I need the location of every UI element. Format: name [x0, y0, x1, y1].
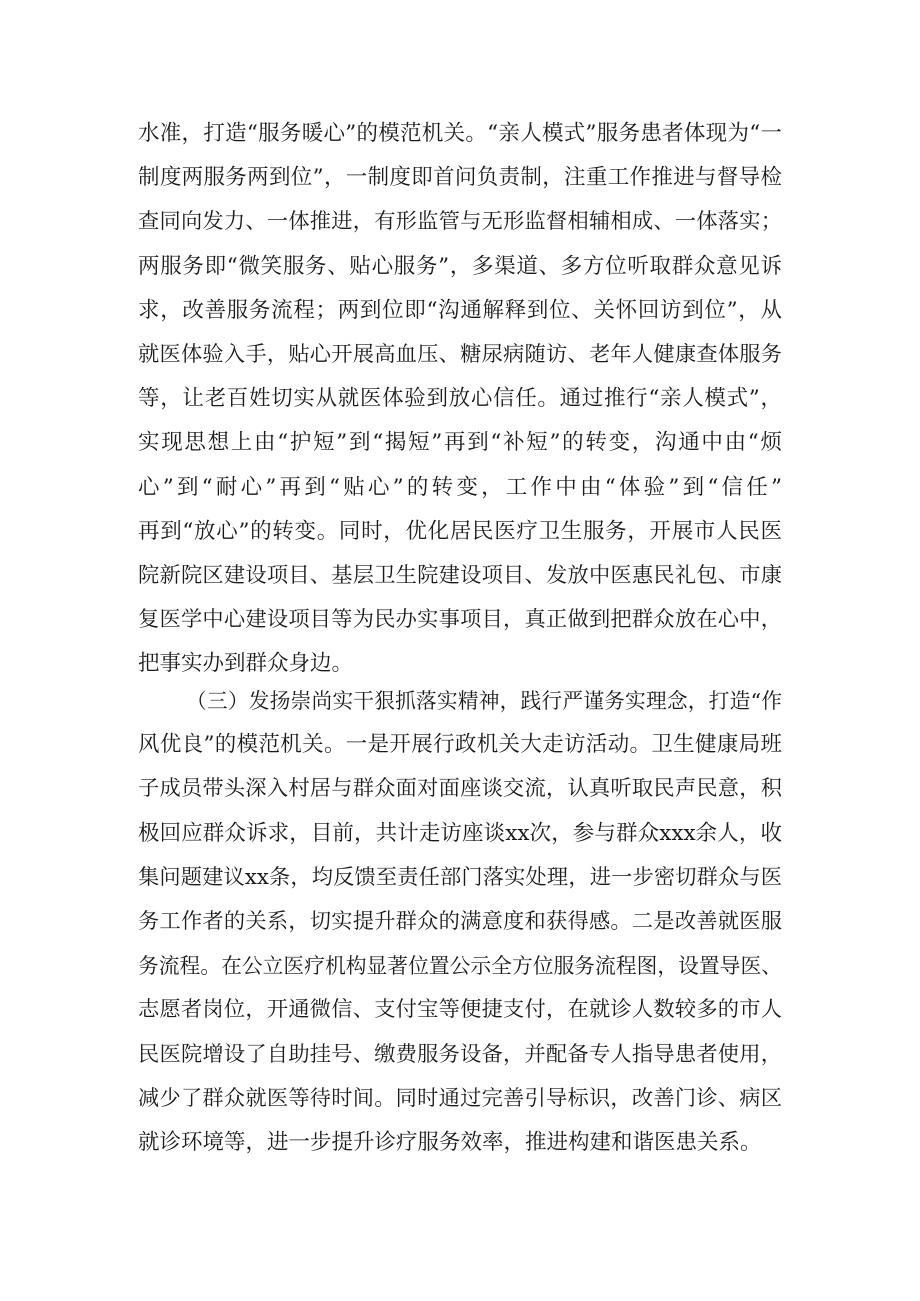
paragraph-line: 院新院区建设项目、基层卫生院建设项目、发放中医惠民礼包、市康 [138, 562, 782, 588]
paragraph-line: 民医院增设了自助挂号、缴费服务设备，并配备专人指导患者使用， [138, 1041, 782, 1067]
paragraph-line: 两服务即“微笑服务、贴心服务”，多渠道、多方位听取群众意见诉 [138, 253, 782, 279]
paragraph-line: 查同向发力、一体推进，有形监管与无形监督相辅相成、一体落实； [138, 209, 782, 235]
paragraph-1 [138, 112, 782, 686]
paragraph-line: 求，改善服务流程；两到位即“沟通解释到位、关怀回访到位”，从 [138, 297, 782, 323]
paragraph-line: 集问题建议xx条，均反馈至责任部门落实处理，进一步密切群众与医 [138, 864, 782, 890]
paragraph-line: 风优良”的模范机关。一是开展行政机关大走访活动。卫生健康局班 [138, 732, 782, 758]
paragraph-line: 子成员带头深入村居与群众面对面座谈交流，认真听取民声民意，积 [138, 776, 782, 802]
paragraph-line: 极回应群众诉求，目前，共计走访座谈xx次，参与群众xxx余人，收 [138, 820, 782, 846]
paragraph-line: 务流程。在公立医疗机构显著位置公示全方位服务流程图，设置导医、 [138, 954, 782, 979]
paragraph-line: 水准，打造“服务暖心”的模范机关。“亲人模式”服务患者体现为“一 [138, 121, 782, 146]
paragraph-line: （三）发扬崇尚实干狠抓落实精神，践行严谨务实理念，打造“作 [186, 689, 782, 713]
paragraph-line: 等，让老百姓切实从就医体验到放心信任。通过推行“亲人模式”， [138, 386, 782, 412]
paragraph-2 [138, 679, 782, 1165]
paragraph-line: 复医学中心建设项目等为民办实事项目，真正做到把群众放在心中， [138, 607, 782, 633]
paragraph-line: 务工作者的关系，切实提升群众的满意度和获得感。二是改善就医服 [138, 908, 782, 934]
paragraph-line: 把事实办到群众身边。 [138, 651, 354, 677]
paragraph-line: 就医体验入手，贴心开展高血压、糖尿病随访、老年人健康查体服务 [138, 341, 782, 367]
paragraph-line: 实现思想上由“护短”到“揭短”再到“补短”的转变，沟通中由“烦 [138, 430, 782, 456]
paragraph-line: 就诊环境等，进一步提升诊疗服务效率，推进构建和谐医患关系。 [138, 1129, 762, 1155]
paragraph-line: 减少了群众就医等待时间。同时通过完善引导标识，改善门诊、病区 [138, 1085, 782, 1111]
paragraph-line: 制度两服务两到位”，一制度即首问负责制，注重工作推进与督导检 [138, 165, 782, 191]
paragraph-line: 再到“放心”的转变。同时，优化居民医疗卫生服务，开展市人民医 [138, 518, 782, 544]
paragraph-line: 志愿者岗位，开通微信、支付宝等便捷支付，在就诊人数较多的市人 [138, 997, 782, 1023]
paragraph-line: 心”到“耐心”再到“贴心”的转变，工作中由“体验”到“信任” [138, 474, 782, 500]
